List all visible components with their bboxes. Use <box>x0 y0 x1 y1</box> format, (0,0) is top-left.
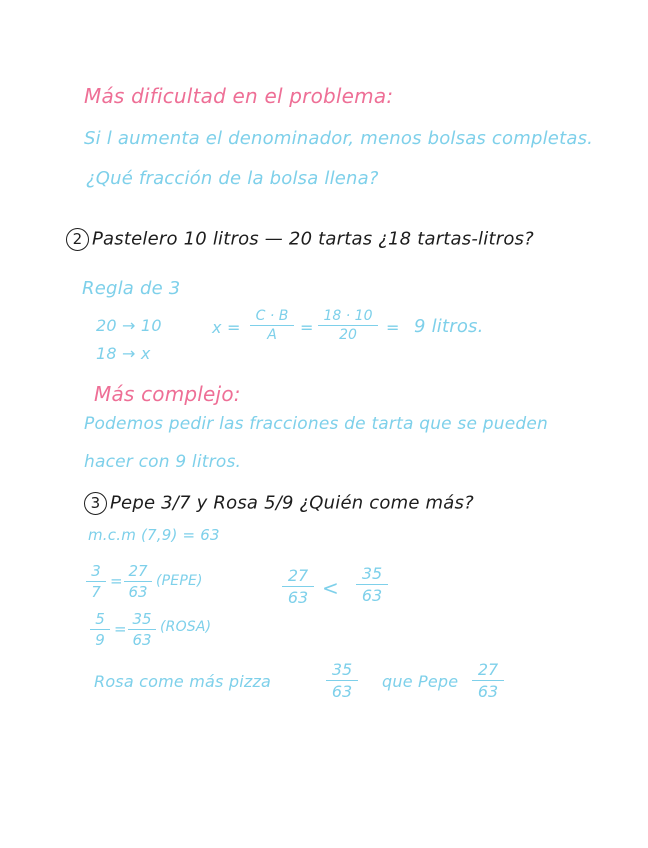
fraction-bar <box>472 680 504 681</box>
note-line: hacer con 9 litros. <box>84 452 242 472</box>
section-title-more-difficulty: Más dificultad en el problema: <box>84 84 394 108</box>
fraction-bar <box>318 325 378 326</box>
fraction-compare-left <box>282 566 314 607</box>
fraction-numerator: C · B <box>255 308 289 324</box>
formula-lhs: x = <box>212 318 241 337</box>
conclusion-text: que Pepe <box>382 672 459 691</box>
fraction-bar <box>356 584 388 585</box>
fraction-denominator: 63 <box>132 631 152 649</box>
less-than-sign: < <box>322 576 339 600</box>
fraction-denominator: 63 <box>477 682 499 701</box>
fraction-denominator: 63 <box>287 588 309 607</box>
lcm-line: m.c.m (7,9) = 63 <box>88 526 220 544</box>
fraction-denominator: A <box>267 327 277 343</box>
problem-text: Pepe 3/7 y Rosa 5/9 ¿Quién come más? <box>110 492 474 514</box>
fraction-bar <box>326 680 358 681</box>
fraction-cb-over-a <box>250 308 294 343</box>
fraction-compare-right <box>356 564 388 605</box>
fraction-numerator: 35 <box>132 610 152 628</box>
result-text: 9 litros. <box>414 316 484 337</box>
note-line: ¿Qué fracción de la bolsa llena? <box>86 168 379 189</box>
note-line: Si l aumenta el denominador, menos bolsas completas. <box>84 128 594 149</box>
problem-number-badge: 2 <box>66 228 89 251</box>
fraction-numerator: 35 <box>361 564 383 583</box>
fraction-rosa-original <box>90 610 110 649</box>
conclusion-text: Rosa come más pizza <box>94 672 272 691</box>
label-rosa: (ROSA) <box>160 619 212 635</box>
note-line: Podemos pedir las fracciones de tarta que se pueden <box>84 414 548 434</box>
equals-sign: = <box>300 318 314 337</box>
fraction-bar <box>90 629 110 630</box>
fraction-denominator: 20 <box>339 327 357 343</box>
fraction-numerator: 27 <box>287 566 309 585</box>
fraction-denominator: 63 <box>361 586 383 605</box>
fraction-numerator: 27 <box>477 660 499 679</box>
fraction-conclusion-rosa <box>326 660 358 701</box>
fraction-rosa-converted <box>128 610 156 649</box>
equals-sign: = <box>110 572 123 590</box>
fraction-denominator: 7 <box>91 583 101 601</box>
section-title-more-complex: Más complejo: <box>94 382 241 406</box>
fraction-numerator: 5 <box>95 610 105 628</box>
fraction-pepe-original <box>86 562 106 601</box>
fraction-bar <box>128 629 156 630</box>
rule-of-three-row: 18 → x <box>96 344 151 363</box>
method-label: Regla de 3 <box>82 278 181 299</box>
fraction-numerator: 3 <box>91 562 101 580</box>
fraction-bar <box>282 586 314 587</box>
problem-2-statement <box>66 228 534 251</box>
fraction-18x10-over-20 <box>318 308 378 343</box>
fraction-denominator: 9 <box>95 631 105 649</box>
equals-sign: = <box>386 318 400 337</box>
problem-3-statement <box>84 492 474 515</box>
rule-of-three-row: 20 → 10 <box>96 316 162 335</box>
fraction-conclusion-pepe <box>472 660 504 701</box>
fraction-pepe-converted <box>124 562 152 601</box>
problem-number-badge: 3 <box>84 492 107 515</box>
fraction-bar <box>86 581 106 582</box>
equals-sign: = <box>114 620 127 638</box>
fraction-bar <box>124 581 152 582</box>
fraction-numerator: 18 · 10 <box>323 308 373 324</box>
fraction-numerator: 27 <box>128 562 148 580</box>
fraction-denominator: 63 <box>331 682 353 701</box>
label-pepe: (PEPE) <box>156 573 203 589</box>
fraction-bar <box>250 325 294 326</box>
fraction-denominator: 63 <box>128 583 148 601</box>
fraction-numerator: 35 <box>331 660 353 679</box>
problem-text: Pastelero 10 litros — 20 tartas ¿18 tartas-litros? <box>92 228 534 250</box>
